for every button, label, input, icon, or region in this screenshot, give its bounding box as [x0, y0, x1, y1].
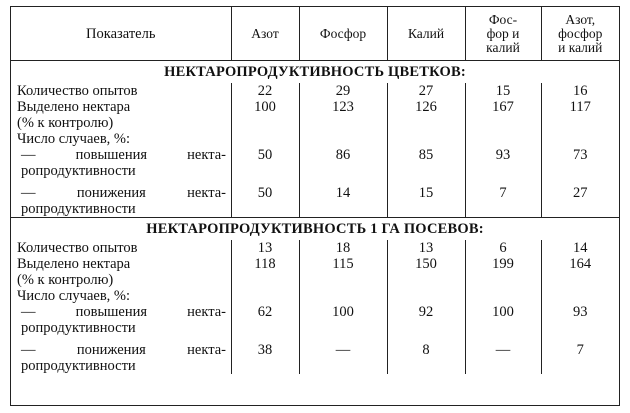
table-cell: 15 — [387, 185, 465, 218]
table-cell — [541, 288, 619, 304]
table-cell: 38 — [231, 342, 299, 374]
row-label: — понижения некта- ропродуктивности — [11, 185, 231, 218]
section-header-row — [11, 61, 619, 84]
table-cell: 29 — [299, 83, 387, 99]
table-row — [11, 147, 619, 179]
row-label: — понижения некта- ропродуктивности — [11, 342, 231, 374]
table-cell: 6 — [465, 240, 541, 256]
table-cell: 73 — [573, 147, 588, 163]
header-indicator: Показатель — [11, 7, 231, 61]
table-cell: 50 — [231, 185, 299, 218]
table-cell — [231, 115, 299, 131]
table-cell: 167 — [465, 99, 541, 115]
data-table-frame — [10, 6, 620, 406]
table-cell: 92 — [387, 304, 465, 336]
table-cell: 8 — [387, 342, 465, 374]
row-label: Количество опытов — [11, 83, 231, 99]
table-cell: 22 — [231, 83, 299, 99]
table-row — [11, 288, 619, 304]
table-cell: — — [299, 342, 387, 374]
table-cell — [299, 115, 387, 131]
table-cell — [387, 115, 465, 131]
row-label: — повышения некта- ропродуктивности — [11, 147, 231, 179]
table-cell: 126 — [387, 99, 465, 115]
row-label: Число случаев, %: — [11, 288, 231, 304]
table-cell — [231, 272, 299, 288]
table-cell: 14 — [573, 240, 588, 256]
table-cell — [465, 272, 541, 288]
table-row — [11, 240, 619, 256]
table-cell: 7 — [576, 342, 584, 358]
header-npk-line: Азот, фосфор и калий — [558, 11, 603, 55]
section-title: НЕКТАРОПРОДУКТИВНОСТЬ 1 ГА ПОСЕВОВ: — [11, 218, 619, 241]
row-label: (% к контролю) — [11, 272, 231, 288]
table-cell: 118 — [231, 256, 299, 272]
table-cell — [387, 272, 465, 288]
table-cell — [465, 115, 541, 131]
table-cell: 15 — [465, 83, 541, 99]
header-nitrogen: Азот — [231, 7, 299, 61]
table-cell — [387, 131, 465, 147]
table-cell: 93 — [465, 147, 541, 179]
table-row — [11, 185, 619, 218]
table-cell — [231, 131, 299, 147]
header-npk — [541, 7, 619, 61]
table-cell — [465, 131, 541, 147]
table-cell: 13 — [387, 240, 465, 256]
table-cell: 86 — [299, 147, 387, 179]
table-cell: 27 — [387, 83, 465, 99]
row-label: Выделено нектара — [11, 99, 231, 115]
table-row — [11, 83, 619, 99]
table-cell: 117 — [569, 99, 591, 115]
table-cell: 123 — [299, 99, 387, 115]
table-row — [11, 99, 619, 115]
table-row — [11, 272, 619, 288]
table-row — [11, 342, 619, 374]
table-cell: 16 — [573, 83, 588, 99]
table-body — [11, 61, 619, 375]
table-cell — [299, 272, 387, 288]
table-cell — [541, 131, 619, 147]
row-label: — повышения некта- ропродуктивности — [11, 304, 231, 336]
table-cell — [387, 288, 465, 304]
table-cell: — — [465, 342, 541, 374]
table-row — [11, 256, 619, 272]
table-cell: 13 — [231, 240, 299, 256]
table-cell: 100 — [231, 99, 299, 115]
table-row — [11, 304, 619, 336]
header-phosphorus-potassium — [465, 7, 541, 61]
header-row — [11, 7, 619, 61]
table-row — [11, 115, 619, 131]
table-cell — [299, 288, 387, 304]
table-cell: 115 — [299, 256, 387, 272]
table-cell: 14 — [299, 185, 387, 218]
table-cell: 7 — [465, 185, 541, 218]
table-cell — [541, 272, 619, 288]
section-title: НЕКТАРОПРОДУКТИВНОСТЬ ЦВЕТКОВ: — [164, 64, 466, 80]
row-label: Количество опытов — [11, 240, 231, 256]
table-cell: 85 — [387, 147, 465, 179]
table-cell — [299, 131, 387, 147]
table-cell: 199 — [465, 256, 541, 272]
table-cell: 100 — [299, 304, 387, 336]
table-cell: 164 — [569, 256, 592, 272]
table-cell: 100 — [465, 304, 541, 336]
table-cell: 18 — [299, 240, 387, 256]
row-label: Число случаев, %: — [11, 131, 231, 147]
table-cell: 62 — [231, 304, 299, 336]
table-row — [11, 131, 619, 147]
row-label: Выделено нектара — [11, 256, 231, 272]
table-cell: 27 — [573, 185, 588, 201]
row-label: (% к контролю) — [11, 115, 231, 131]
header-phosphorus: Фосфор — [299, 7, 387, 61]
table-cell — [465, 288, 541, 304]
header-potassium: Калий — [387, 7, 465, 61]
table-cell — [231, 288, 299, 304]
header-pk-line: Фос- фор и калий — [486, 11, 520, 55]
table-cell — [541, 115, 619, 131]
table-cell: 93 — [573, 304, 588, 320]
table-cell: 50 — [231, 147, 299, 179]
table-cell: 150 — [387, 256, 465, 272]
data-table — [11, 7, 619, 374]
section-header-row — [11, 218, 619, 241]
